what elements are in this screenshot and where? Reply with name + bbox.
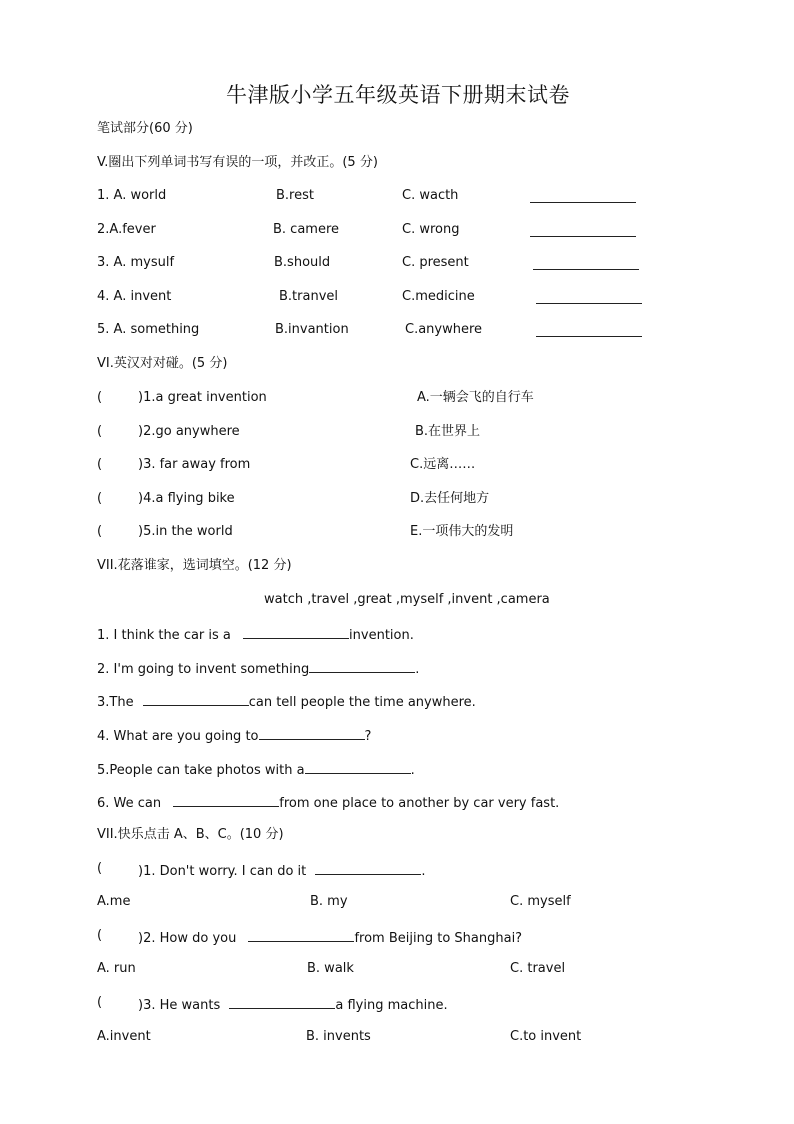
fill-item-2-blank[interactable] (309, 660, 415, 673)
part5-row5-option-b: B.invantion (275, 322, 349, 337)
fill-item-4-suffix: ? (364, 729, 372, 744)
part5-row3-option-a: 3. A. mysulf (97, 255, 175, 270)
part5-row3-answer-blank[interactable] (533, 269, 639, 270)
part5-row2-option-a: 2.A.fever (97, 222, 156, 237)
part6-row1-chinese: A.一辆会飞的自行车 (417, 390, 534, 405)
mc-q2-option-c[interactable]: C. travel (510, 961, 566, 976)
mc-q1-option-a[interactable]: A.me (97, 894, 131, 909)
fill-item-2-suffix: . (415, 662, 420, 677)
fill-item-6-suffix: from one place to another by car very fast. (279, 796, 560, 811)
part8-heading: VII.快乐点击 A、B、C。(10 分) (97, 827, 284, 842)
fill-item-4-blank[interactable] (259, 727, 365, 740)
part6-row5-bracket[interactable]: ( (97, 524, 103, 539)
part5-row4-option-b: B.tranvel (279, 289, 339, 304)
part5-row1-answer-blank[interactable] (530, 202, 636, 203)
part5-row3-option-c: C. present (402, 255, 469, 270)
part6-row2-chinese: B.在世界上 (415, 424, 481, 439)
fill-item-1-suffix: invention. (349, 628, 414, 643)
part5-row2-option-c: C. wrong (402, 222, 460, 237)
part5-row4-option-c: C.medicine (402, 289, 475, 304)
mc-q3-stem (138, 996, 448, 1012)
word-bank: watch ,travel ,great ,myself ,invent ,camera (264, 592, 550, 607)
written-section-label: 笔试部分(60 分) (97, 121, 193, 136)
mc-q3-option-a[interactable]: A.invent (97, 1029, 151, 1044)
fill-item-6-blank[interactable] (173, 794, 279, 807)
mc-q3-blank (229, 996, 335, 1009)
part6-row2-english: )2.go anywhere (138, 424, 240, 439)
part6-heading: VI.英汉对对碰。(5 分) (97, 356, 228, 371)
fill-item-6 (97, 794, 559, 810)
mc-q3-prefix: )3. He wants (138, 998, 225, 1013)
mc-q2-stem (138, 929, 522, 945)
part5-row1-option-b: B.rest (276, 188, 314, 203)
part6-row1-bracket[interactable]: ( (97, 390, 103, 405)
part6-row5-chinese: E.一项伟大的发明 (410, 524, 514, 539)
fill-item-5-suffix: . (410, 763, 415, 778)
fill-item-3-suffix: can tell people the time anywhere. (248, 695, 476, 710)
part5-row5-option-a: 5. A. something (97, 322, 200, 337)
mc-q2-option-b[interactable]: B. walk (307, 961, 354, 976)
part6-row3-english: )3. far away from (138, 457, 251, 472)
fill-item-3 (97, 693, 476, 709)
mc-q3-suffix: a flying machine. (335, 998, 448, 1013)
mc-q1-bracket[interactable]: ( (97, 861, 103, 876)
fill-item-5-blank[interactable] (305, 761, 411, 774)
mc-q2-prefix: )2. How do you (138, 931, 241, 946)
mc-q2-option-a[interactable]: A. run (97, 961, 136, 976)
mc-q1-stem (138, 862, 426, 878)
part6-row4-bracket[interactable]: ( (97, 491, 103, 506)
mc-q1-option-b[interactable]: B. my (310, 894, 348, 909)
part6-row3-chinese: C.远离…… (410, 457, 476, 472)
mc-q2-bracket[interactable]: ( (97, 928, 103, 943)
part7-heading: VII.花落谁家，选词填空。(12 分) (97, 558, 292, 573)
part5-row3-option-b: B.should (274, 255, 331, 270)
fill-item-6-prefix: 6. We can (97, 796, 166, 811)
fill-item-2 (97, 660, 419, 676)
mc-q1-suffix: . (421, 864, 426, 879)
mc-q2-suffix: from Beijing to Shanghai? (354, 931, 523, 946)
fill-item-2-prefix: 2. I'm going to invent something (97, 662, 310, 677)
mc-q3-option-b[interactable]: B. invents (306, 1029, 371, 1044)
part6-row3-bracket[interactable]: ( (97, 457, 103, 472)
fill-item-3-prefix: 3.The (97, 695, 138, 710)
fill-item-1-blank[interactable] (243, 626, 349, 639)
mc-q1-option-c[interactable]: C. myself (510, 894, 571, 909)
part5-row4-answer-blank[interactable] (536, 303, 642, 304)
mc-q1-prefix: )1. Don't worry. I can do it (138, 864, 311, 879)
part5-row2-option-b: B. camere (273, 222, 340, 237)
part6-row2-bracket[interactable]: ( (97, 424, 103, 439)
mc-q3-option-c[interactable]: C.to invent (510, 1029, 582, 1044)
fill-item-4-prefix: 4. What are you going to (97, 729, 259, 744)
mc-q1-blank (315, 862, 421, 875)
exam-title: 牛津版小学五年级英语下册期末试卷 (226, 83, 570, 107)
mc-q2-blank (248, 929, 354, 942)
fill-item-1-prefix: 1. I think the car is a (97, 628, 236, 643)
fill-item-5 (97, 761, 415, 777)
mc-q3-bracket[interactable]: ( (97, 995, 103, 1010)
part5-row2-answer-blank[interactable] (530, 236, 636, 237)
part6-row4-english: )4.a flying bike (138, 491, 235, 506)
part5-heading: V.圈出下列单词书写有误的一项，并改正。(5 分) (97, 155, 378, 170)
fill-item-4 (97, 727, 371, 743)
part6-row5-english: )5.in the world (138, 524, 233, 539)
part5-row1-option-c: C. wacth (402, 188, 459, 203)
part5-row5-option-c: C.anywhere (405, 322, 483, 337)
part6-row4-chinese: D.去任何地方 (410, 491, 490, 506)
part5-row1-option-a: 1. A. world (97, 188, 167, 203)
fill-item-5-prefix: 5.People can take photos with a (97, 763, 305, 778)
part5-row5-answer-blank[interactable] (536, 336, 642, 337)
fill-item-1 (97, 626, 414, 642)
part5-row4-option-a: 4. A. invent (97, 289, 172, 304)
part6-row1-english: )1.a great invention (138, 390, 267, 405)
fill-item-3-blank[interactable] (143, 693, 249, 706)
